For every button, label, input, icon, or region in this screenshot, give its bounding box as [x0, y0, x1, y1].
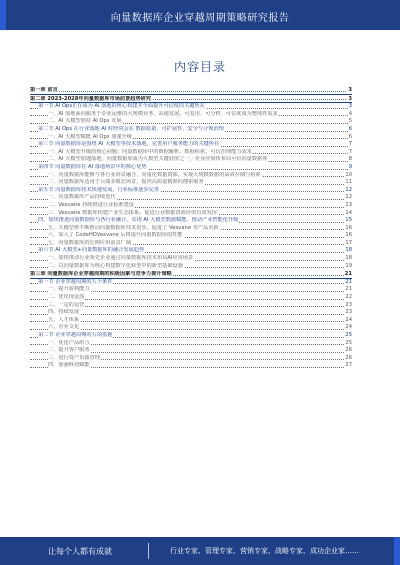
toc-entry-page: 21: [345, 278, 352, 285]
toc-entry-page: 12: [345, 186, 352, 193]
toc-entry-title: 二、向量数据库适用于云端多模态场景，提供高质量精准的搜索服务: [48, 179, 204, 186]
toc-entry[interactable]: [30, 103, 352, 111]
page-footer: [0, 537, 400, 565]
toc-entry-page: 23: [345, 309, 352, 316]
table-of-contents: [30, 86, 352, 370]
toc-entry-title: 第一章 前言: [30, 87, 58, 93]
toc-entry-title: 四、加强科技赋能: [48, 362, 90, 369]
toc-entry-page: 3: [348, 103, 352, 110]
toc-entry-page: 12: [345, 194, 352, 201]
toc-entry-title: 六、企业文化: [48, 324, 80, 331]
toc-entry-title: 二、优化现金流: [48, 294, 85, 301]
toc-entry-title: 四、持续发展: [48, 309, 80, 316]
toc-entry-title: 一、优化产品组合: [48, 339, 90, 346]
toc-entry-page: 18: [345, 255, 352, 262]
toc-entry[interactable]: [30, 240, 352, 248]
toc-entry-title: 第一节 企业穿越周期的五个条件: [38, 278, 113, 285]
toc-entry-page: 25: [345, 332, 352, 338]
toc-entry-page: 11: [345, 179, 352, 186]
toc-entry[interactable]: [30, 187, 352, 195]
toc-entry[interactable]: [30, 271, 352, 279]
toc-entry[interactable]: [30, 309, 352, 317]
toc-entry[interactable]: [30, 134, 352, 142]
toc-entry-page: 16: [345, 232, 352, 239]
toc-entry-title: 一、AI 大模型赋能 AI Ops 加速升级: [48, 133, 132, 140]
toc-entry[interactable]: [30, 294, 352, 302]
toc-entry-title: 一、加快推动行业领先企业通过向量数据库技术布局AI应用场景: [48, 255, 194, 262]
toc-entry-page: 24: [345, 324, 352, 331]
toc-entry-title: 二、以向量数据库为核心构建数字化转型中的新型基础设施: [48, 262, 183, 269]
toc-entry-title: 第二节 企业穿越周期的五项措施: [38, 332, 113, 338]
toc-entry[interactable]: [30, 255, 352, 263]
toc-entry[interactable]: [30, 279, 352, 287]
toc-entry[interactable]: [30, 179, 352, 187]
report-header: [0, 0, 400, 30]
toc-entry-title: 第二章 2023-2028年向量数据库市场前景趋势研究: [30, 95, 152, 102]
toc-entry[interactable]: [30, 217, 352, 225]
footer-divider: [148, 543, 149, 559]
toc-entry[interactable]: [30, 156, 352, 164]
toc-entry-page: 18: [345, 247, 352, 254]
toc-entry-title: 四、加快推进向量数据库与各行业融合，实现 AI 大模型数据赋能，推动产业智能化升级: [38, 217, 239, 224]
toc-entry-page: 7: [348, 141, 352, 148]
toc-entry-page: 13: [345, 201, 352, 208]
toc-entry-title: 三、进行资产负债管理: [48, 354, 100, 361]
toc-entry-title: 六、加入了 CodeHDVexvane 后将提升向量数据库的性能: [48, 232, 183, 239]
toc-entry-page: 8: [348, 156, 352, 163]
toc-entry-page: 22: [345, 294, 352, 301]
footer-slogan: 让每个人都有成就: [48, 547, 112, 556]
toc-entry[interactable]: [30, 317, 352, 325]
footer-experts-line: 行业专家、管理专家、营销专家、战略专家、成功企业家……: [170, 547, 359, 555]
toc-entry-page: 19: [345, 262, 352, 269]
toc-entry-title: 一、AI 大模型升级的核心问题：向量数据库中的数据解析、数据检索、可信治理能力需求: [48, 148, 252, 155]
toc-entry[interactable]: [30, 87, 352, 95]
toc-entry-title: 一、向量数据库产品持续迭代: [48, 194, 116, 201]
toc-entry-page: 4: [348, 110, 352, 117]
toc-entry[interactable]: [30, 202, 352, 210]
toc-entry[interactable]: [30, 118, 352, 126]
toc-entry[interactable]: [30, 111, 352, 119]
toc-entry-title: 第五节 向量数据库技术快速发展，行业标准逐步完善: [38, 186, 159, 193]
toc-entry[interactable]: [30, 164, 352, 172]
toc-leader-dots: [30, 91, 352, 92]
toc-entry[interactable]: [30, 232, 352, 240]
toc-entry[interactable]: [30, 225, 352, 233]
toc-entry[interactable]: [30, 149, 352, 157]
toc-entry-page: 27: [345, 362, 352, 369]
toc-entry[interactable]: [30, 247, 352, 255]
toc-entry[interactable]: [30, 362, 352, 370]
toc-entry[interactable]: [30, 194, 352, 202]
toc-entry[interactable]: [30, 347, 352, 355]
toc-entry[interactable]: [30, 126, 352, 134]
toc-entry[interactable]: [30, 210, 352, 218]
toc-entry-page: 6: [348, 125, 352, 132]
toc-entry-title: 一、AI 落地面向服务于企业运维的大规模业务、高速发展、可复用、可分析、可信度成为整体性需求: [48, 110, 278, 117]
toc-entry-page: 3: [348, 87, 352, 93]
toc-entry-title: 第四节 向量数据库在 AI 落地场景中的核心优势: [38, 163, 147, 170]
toc-entry-title: 二、Vexvane 持续推进行业标准建设: [48, 201, 134, 208]
toc-entry[interactable]: [30, 141, 352, 149]
toc-entry-page: 25: [345, 339, 352, 346]
toc-entry-page: 21: [344, 271, 352, 278]
toc-entry[interactable]: [30, 355, 352, 363]
toc-entry-page: 14: [345, 209, 352, 216]
toc-entry-page: 6: [348, 133, 352, 140]
toc-entry-title: 第一节 AI Ops正在成为 AI 落地的核心构建并全面提升可信度的关键所在: [38, 103, 205, 110]
toc-entry-page: 24: [345, 316, 352, 323]
toc-entry-title: 第六节 AI 大模型+向量数据库的融合发展趋势: [38, 247, 145, 254]
toc-entry[interactable]: [30, 263, 352, 271]
toc-entry[interactable]: [30, 172, 352, 180]
toc-entry-title: 三、Vexvane 数据库构建产业生态体系，促进行业数据资源价值有效发挥: [48, 209, 217, 216]
toc-entry[interactable]: [30, 96, 352, 104]
toc-entry-title: 二、提升客户服务: [48, 347, 90, 354]
toc-entry-title: 三、一定的运营: [48, 301, 85, 308]
toc-entry-page: 3: [348, 95, 352, 102]
toc-entry-page: 15: [345, 217, 352, 224]
toc-entry-title: 第三节 向量数据库是围绕 AI 大模型等技术落地，完善用户服务能力的关键所在: [38, 141, 220, 148]
toc-entry-page: 7: [348, 148, 352, 155]
toc-entry-title: 五、大模型将不断推动向量数据库技术进步，促进了 Vexvane 等产品更新: [48, 224, 219, 231]
toc-entry-title: 第三章 向量数据库企业穿越周期的积极因素与竞争力提升策略: [30, 271, 172, 278]
toc-entry[interactable]: [30, 286, 352, 294]
toc-entry-title: 一、向量数据库能够与各行业场景融合，向量化数据资源，实现大规模数据的高效存储与检索: [48, 171, 261, 178]
toc-entry-page: 9: [348, 163, 352, 170]
toc-entry-title: 七、向量数据库的长期应用前景广阔: [48, 239, 132, 246]
toc-entry-page: 16: [345, 224, 352, 231]
toc-entry[interactable]: [30, 324, 352, 332]
toc-entry-page: 23: [345, 301, 352, 308]
report-title: 向量数据库企业穿越周期策略研究报告: [110, 13, 290, 24]
toc-entry-title: 一、提升盈利能力: [48, 286, 90, 293]
toc-entry-page: 17: [345, 239, 352, 246]
toc-heading: 内容目录: [173, 60, 226, 74]
toc-entry[interactable]: [30, 340, 352, 348]
footer-accent-bar: [394, 537, 400, 565]
toc-entry-page: 21: [345, 286, 352, 293]
toc-entry-title: 二、AI 大模型加速落地，向量数据库成为大模型关键底座之一，企业应加快布局可信向量数据库: [48, 156, 268, 163]
toc-entry-page: 26: [345, 347, 352, 354]
toc-entry[interactable]: [30, 332, 352, 340]
toc-entry-title: 五、人才体系: [48, 316, 80, 323]
toc-entry[interactable]: [30, 302, 352, 310]
toc-entry-title: 第二节 AI Ops 在行业落地 AI 时经常会在 数据质量、可扩展性、安全与合规治理: [38, 125, 224, 132]
toc-entry-page: 26: [345, 354, 352, 361]
toc-entry-page: 10: [345, 171, 352, 178]
toc-entry-title: 二、AI 大模型加持 AI Ops 发展: [48, 118, 122, 125]
toc-entry-page: 5: [348, 118, 352, 125]
